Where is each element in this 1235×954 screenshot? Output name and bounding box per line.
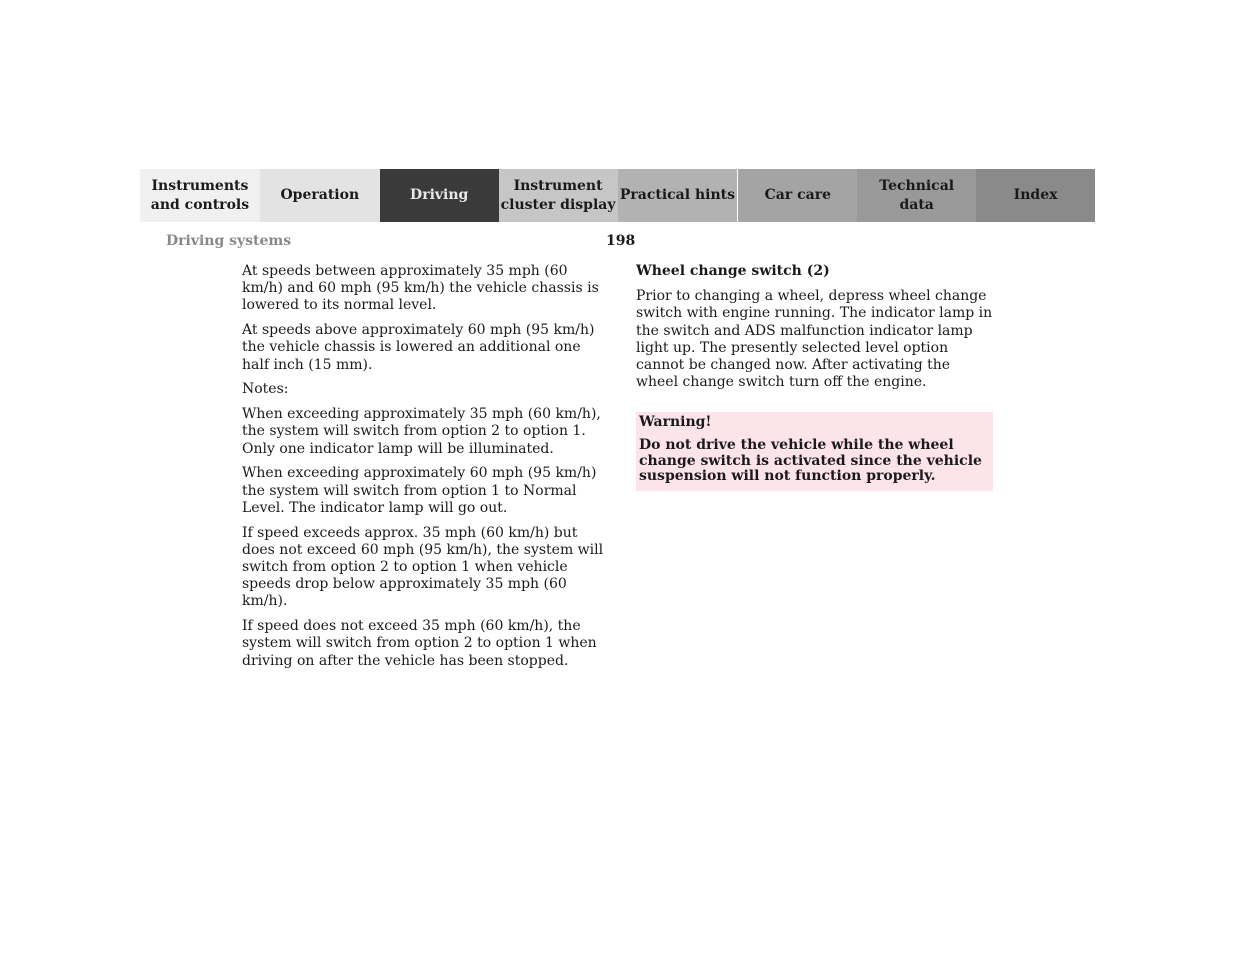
chapter-navigation (140, 169, 1095, 222)
tab-label: Technical data (879, 177, 955, 213)
tab-label: Instrument cluster display (500, 177, 616, 213)
tab-label: Driving (410, 187, 469, 203)
tab-label: Index (1013, 187, 1058, 203)
warning-title: Warning! (639, 414, 712, 430)
page-number: 198 (606, 233, 636, 249)
tab-driving[interactable] (380, 169, 499, 222)
paragraph: When exceeding approximately 35 mph (60 km/h), the system will switch from option 2 to option 1. Only one indicator lamp will be illuminated. (242, 406, 601, 457)
tab-label: Operation (280, 187, 360, 203)
tab-label: Instruments and controls (150, 177, 250, 213)
warning-box (636, 412, 993, 491)
paragraph: At speeds between approximately 35 mph (60 km/h) and 60 mph (95 km/h) the vehicle chassis is lowered to its normal level. (242, 263, 599, 314)
right-column (636, 263, 994, 391)
notes-label: Notes: (242, 381, 289, 398)
left-column (242, 263, 604, 677)
tab-instruments-and-controls[interactable] (140, 169, 260, 222)
paragraph: When exceeding approximately 60 mph (95 km/h) the system will switch from option 1 to Normal Level. The indicator lamp will go out. (242, 465, 597, 516)
paragraph: If speed does not exceed 35 mph (60 km/h), the system will switch from option 2 to option 1 when driving on after the vehicle has been stopped. (242, 618, 597, 669)
tab-label: Car care (764, 187, 831, 203)
tab-label: Practical hints (619, 187, 735, 203)
tab-operation[interactable] (260, 169, 380, 222)
paragraph: Prior to changing a wheel, depress wheel change switch with engine running. The indicator lamp in the switch and ADS malfunction indicator lamp light up. The presently selected level option cannot be changed now. After activating the wheel change switch turn off the engine. (636, 288, 993, 391)
wheel-change-heading: Wheel change switch (2) (636, 263, 830, 279)
tab-instrument-cluster-display[interactable] (499, 169, 618, 222)
warning-text: Do not drive the vehicle while the wheel change switch is activated since the vehicle suspension will not function properly. (639, 437, 982, 484)
tab-car-care[interactable] (738, 169, 857, 222)
paragraph: At speeds above approximately 60 mph (95 km/h) the vehicle chassis is lowered an additional one half inch (15 mm). (242, 322, 595, 373)
section-title: Driving systems (166, 233, 292, 249)
paragraph: If speed exceeds approx. 35 mph (60 km/h) but does not exceed 60 mph (95 km/h), the system will switch from option 2 to option 1 when vehicle speeds drop below approximately 35 mph (60 km/h). (242, 524, 604, 610)
tab-index[interactable] (976, 169, 1095, 222)
tab-practical-hints[interactable] (618, 169, 738, 222)
tab-technical-data[interactable] (857, 169, 976, 222)
